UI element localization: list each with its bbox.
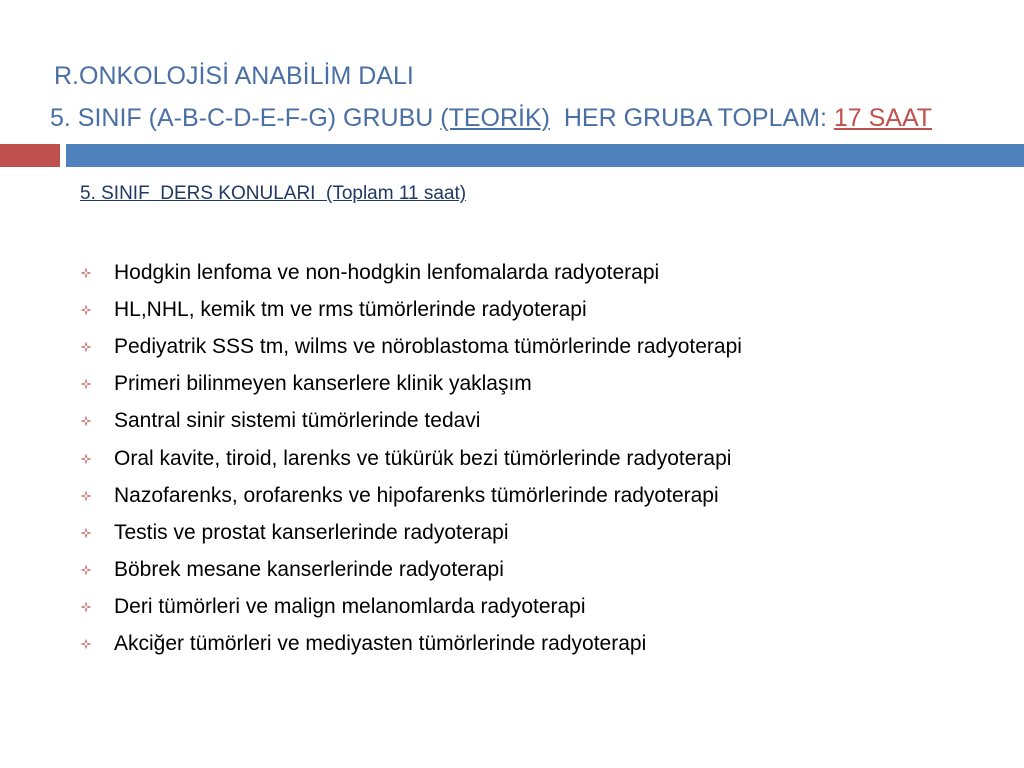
course-title-prefix: 5. SINIF (A-B-C-D-E-F-G) GRUBU <box>50 104 441 132</box>
diamond-bullet-icon <box>80 304 114 316</box>
topic-text: Santral sinir sistemi tümörlerinde tedavi <box>114 409 481 433</box>
topic-list-item <box>80 403 742 440</box>
topic-list-item <box>80 514 742 551</box>
diamond-bullet-icon <box>80 527 114 539</box>
course-title <box>50 104 932 133</box>
topic-list-item <box>80 589 742 626</box>
course-title-teorik: (TEORİK) <box>440 104 550 132</box>
topic-list-item <box>80 366 742 403</box>
topic-list-item <box>80 291 742 328</box>
diamond-bullet-icon <box>80 638 114 650</box>
accent-bar-blue <box>66 144 1024 167</box>
accent-bar-red <box>0 144 60 167</box>
topic-text: Böbrek mesane kanserlerinde radyoterapi <box>114 558 504 582</box>
topic-list-item <box>80 254 742 291</box>
department-title: R.ONKOLOJİSİ ANABİLİM DALI <box>54 62 414 90</box>
diamond-bullet-icon <box>80 564 114 576</box>
diamond-bullet-icon <box>80 267 114 279</box>
topic-text: Deri tümörleri ve malign melanomlarda radyoterapi <box>114 595 586 619</box>
course-total-hours: 17 SAAT <box>833 104 933 132</box>
topic-text: Akciğer tümörleri ve mediyasten tümörlerinde radyoterapi <box>114 632 647 656</box>
topic-text: Nazofarenks, orofarenks ve hipofarenks tümörlerinde radyoterapi <box>114 483 719 507</box>
diamond-bullet-icon <box>80 453 114 465</box>
topic-list-item <box>80 328 742 365</box>
diamond-bullet-icon <box>80 415 114 427</box>
course-title-middle: HER GRUBA TOPLAM: <box>549 104 834 132</box>
topic-list-item <box>80 626 742 663</box>
diamond-bullet-icon <box>80 378 114 390</box>
diamond-bullet-icon <box>80 490 114 502</box>
topic-text: HL,NHL, kemik tm ve rms tümörlerinde radyoterapi <box>114 297 587 321</box>
topic-list-item <box>80 477 742 514</box>
topic-list-item <box>80 440 742 477</box>
topic-list-item <box>80 552 742 589</box>
section-heading: 5. SINIF DERS KONULARI (Toplam 11 saat) <box>80 183 467 204</box>
topic-text: Hodgkin lenfoma ve non-hodgkin lenfomalarda radyoterapi <box>114 260 660 284</box>
diamond-bullet-icon <box>80 341 114 353</box>
topic-text: Oral kavite, tiroid, larenks ve tükürük bezi tümörlerinde radyoterapi <box>114 446 732 470</box>
topic-text: Primeri bilinmeyen kanserlere klinik yaklaşım <box>114 372 532 396</box>
topic-list <box>80 254 742 663</box>
diamond-bullet-icon <box>80 601 114 613</box>
topic-text: Pediyatrik SSS tm, wilms ve nöroblastoma tümörlerinde radyoterapi <box>114 334 742 358</box>
topic-text: Testis ve prostat kanserlerinde radyoterapi <box>114 520 509 544</box>
